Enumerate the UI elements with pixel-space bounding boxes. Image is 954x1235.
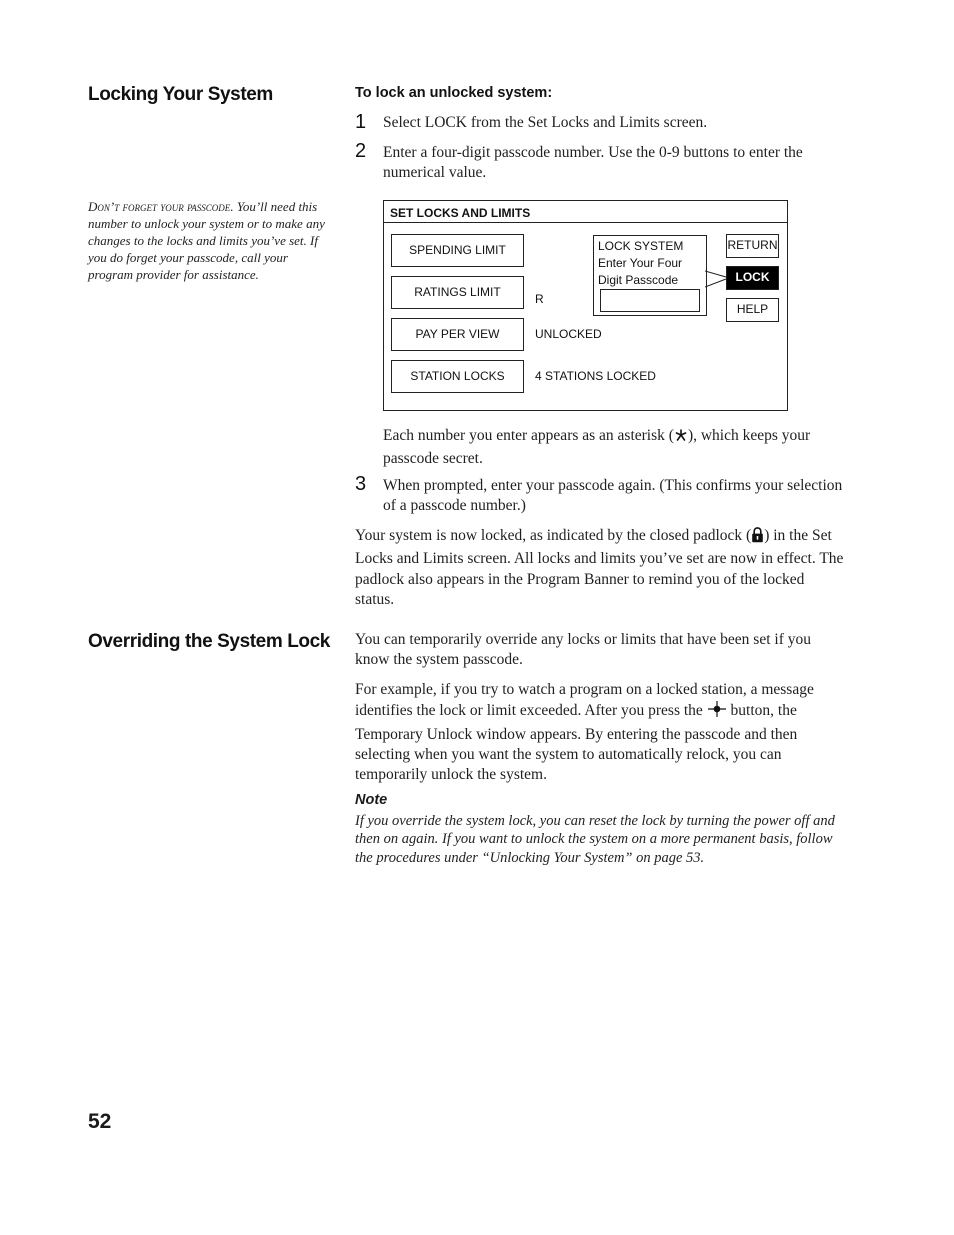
note-heading: Note bbox=[355, 792, 388, 808]
spending-limit-button[interactable]: SPENDING LIMIT bbox=[391, 234, 524, 267]
override-paragraph-1: You can temporarily override any locks or limits that have been set if you know the system passcode. bbox=[355, 631, 811, 669]
override-text-before: For example, if you try to watch a program on a locked station, a message identifies the lock or limit exceeded. After you press the bbox=[355, 681, 814, 720]
locked-text-before: Your system is now locked, as indicated by the closed padlock ( bbox=[355, 527, 752, 544]
station-locks-button[interactable]: STATION LOCKS bbox=[391, 360, 524, 393]
sidebar-caps-lead: Don’t forget your passcode bbox=[88, 199, 231, 214]
step-1-text: Select LOCK from the Set Locks and Limits screen. bbox=[383, 114, 708, 131]
step-number-2: 2 bbox=[355, 140, 367, 162]
step-3-text: When prompted, enter your passcode again. (This confirms your selection of a passcode number.) bbox=[383, 477, 843, 515]
asterisk-icon bbox=[674, 427, 688, 449]
lock-panel-line3: Digit Passcode bbox=[598, 273, 679, 287]
lock-system-panel bbox=[593, 235, 707, 316]
asterisk-paragraph bbox=[383, 426, 833, 470]
ratings-limit-button[interactable]: RATINGS LIMIT bbox=[391, 276, 524, 309]
step-number-3: 3 bbox=[355, 473, 367, 495]
set-locks-screen bbox=[383, 200, 788, 411]
help-button[interactable]: HELP bbox=[726, 298, 779, 322]
step-2-text: Enter a four-digit passcode number. Use the 0-9 buttons to enter the numerical value. bbox=[383, 144, 803, 182]
padlock-icon bbox=[751, 526, 764, 549]
locked-paragraph bbox=[355, 526, 847, 610]
section-title-locking: Locking Your System bbox=[88, 84, 273, 105]
asterisk-text-before: Each number you enter appears as an asterisk ( bbox=[383, 427, 674, 444]
step-number-1: 1 bbox=[355, 111, 367, 133]
passcode-input[interactable] bbox=[600, 289, 700, 312]
override-paragraph-2 bbox=[355, 680, 825, 785]
pay-per-view-value: UNLOCKED bbox=[535, 327, 602, 341]
return-button[interactable]: RETURN bbox=[726, 234, 779, 258]
lock-panel-line2: Enter Your Four bbox=[598, 256, 683, 270]
asterisk-text-after: ), which keeps your passcode secret. bbox=[383, 427, 811, 468]
locked-text-after: ) in the Set Locks and Limits screen. All locks and limits you’ve set are now in effect. The padlock also appears in the Program Banner to remind you of the locked status. bbox=[355, 527, 844, 608]
select-button-icon bbox=[707, 700, 727, 724]
note-text: If you override the system lock, you can reset the lock by turning the power off and then on again. If you want to unlock the system on a more permanent basis, follow the procedures under “Unlocking Your System” on page 53. bbox=[355, 813, 835, 866]
sidebar-period: . bbox=[230, 199, 234, 214]
pay-per-view-button[interactable]: PAY PER VIEW bbox=[391, 318, 524, 351]
station-locks-value: 4 STATIONS LOCKED bbox=[535, 369, 656, 383]
sidebar-passcode-tip bbox=[88, 198, 328, 283]
section-title-overriding: Overriding the System Lock bbox=[88, 631, 330, 652]
page-number: 52 bbox=[88, 1110, 112, 1133]
lock-panel-text bbox=[598, 238, 683, 289]
screen-title: SET LOCKS AND LIMITS bbox=[384, 201, 787, 223]
sidebar-text: You’ll need this number to unlock your system or to make any changes to the locks and limits you’ve set. If you do forget your passcode, call your program provider for assistance. bbox=[88, 199, 325, 282]
lock-button[interactable]: LOCK bbox=[726, 266, 779, 290]
override-text-after: button, the Temporary Unlock window appears. By entering the passcode and then selecting when you want the system to automatically relock, you can temporarily unlock the system. bbox=[355, 702, 798, 784]
ratings-limit-value: R bbox=[535, 292, 544, 306]
procedure-heading: To lock an unlocked system: bbox=[355, 85, 553, 101]
lock-panel-line1: LOCK SYSTEM bbox=[598, 239, 684, 253]
